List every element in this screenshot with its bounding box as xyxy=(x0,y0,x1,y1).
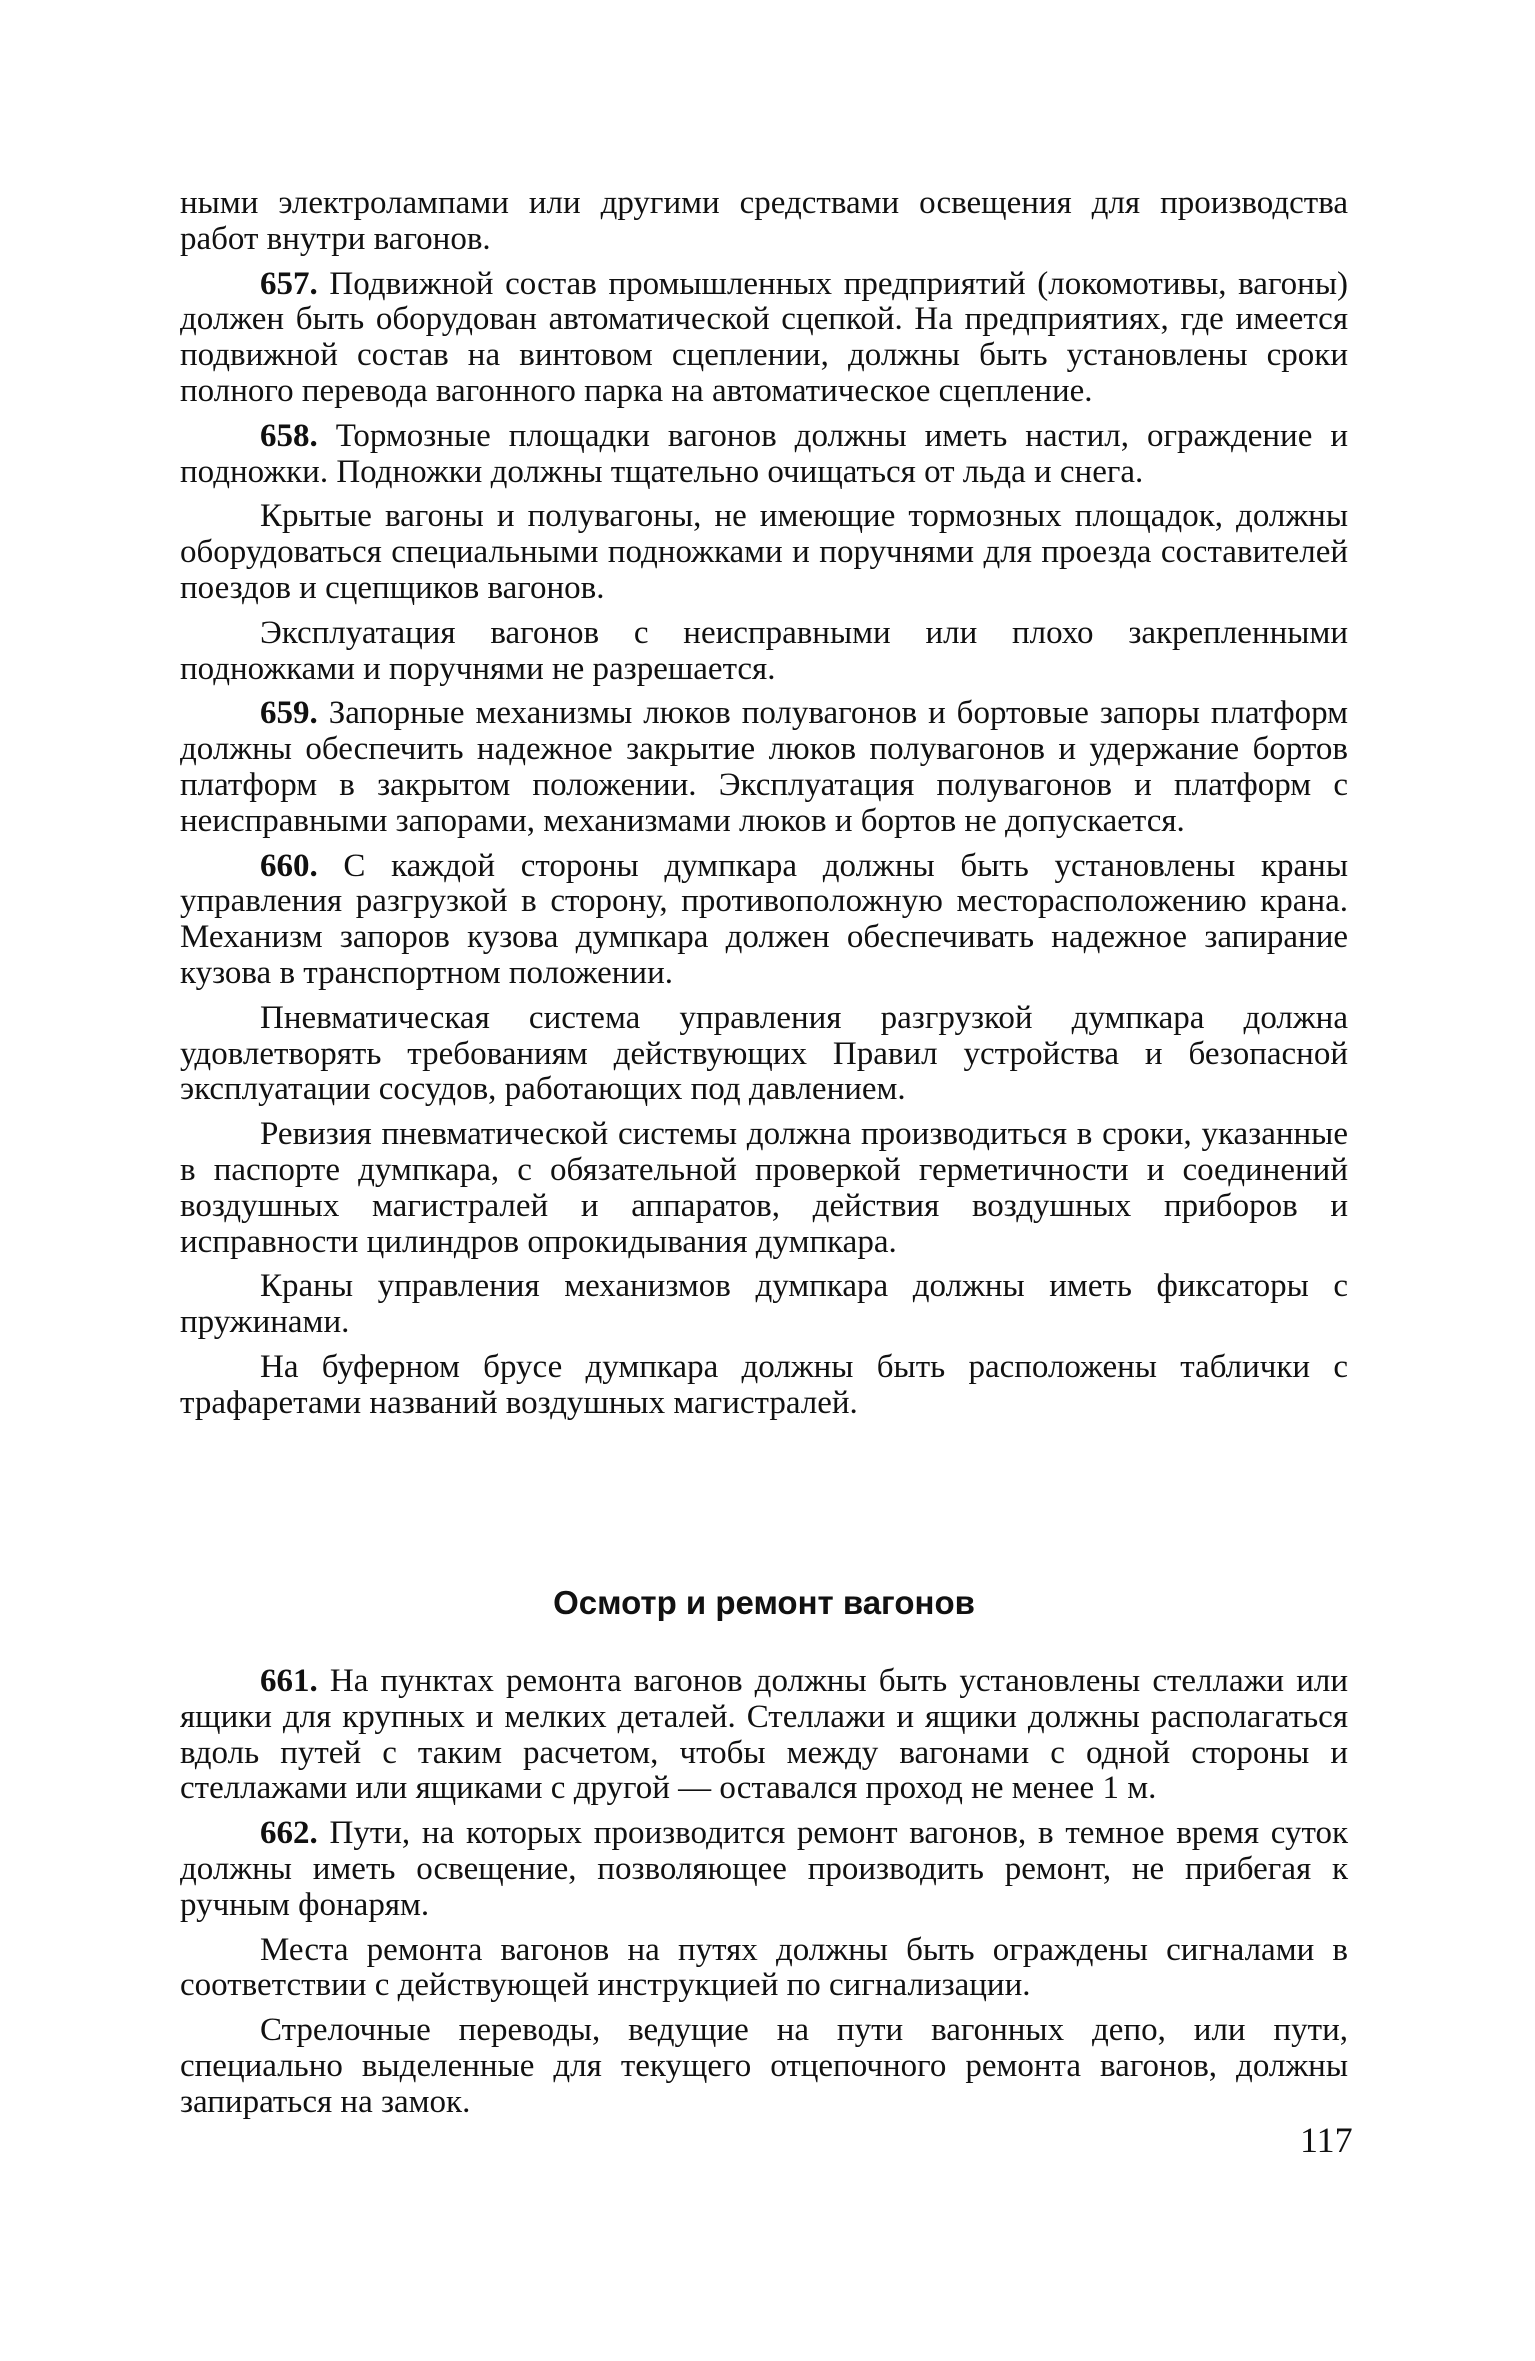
paragraph-text: На пунктах ремонта вагонов должны быть установлены стеллажи или ящики для крупных и мелких деталей. Стеллажи и ящики должны располагаться вдоль путей с таким расчетом, чтобы между вагонами с одной стороны и стеллажами или ящиками с другой — оставался проход не менее 1 м. xyxy=(180,1663,1348,1807)
paragraph-660 xyxy=(180,849,1348,992)
paragraph-662-switches xyxy=(180,2013,1348,2120)
paragraph-text: Крытые вагоны и полувагоны, не имеющие тормозных площадок, должны оборудоваться специальными подножками и поручнями для проезда составителей поездов и сцепщиков вагонов. xyxy=(180,498,1348,606)
paragraph-number: 657. xyxy=(260,265,318,302)
paragraph-text: Пневматическая система управления разгрузкой думпкара должна удовлетворять требованиям действующих Правил устройства и безопасной эксплуатации сосудов, работающих под давлением. xyxy=(180,999,1348,1108)
paragraph-659 xyxy=(180,696,1348,839)
paragraph-text: Запорные механизмы люков полувагонов и бортовые запоры платформ должны обеспечить надежное закрытие люков полувагонов и удержание бортов платформ в закрытом положении. Эксплуатация полувагонов и платформ с неисправными запорами, механизмами люков и бортов не допускается. xyxy=(180,695,1348,839)
paragraph-text: ными электролампами или другими средствами освещения для производства работ внутри вагонов. xyxy=(180,185,1348,257)
paragraph-658-covered-wagons xyxy=(180,499,1348,606)
paragraph-text: Пути, на которых производится ремонт вагонов, в темное время суток должны иметь освещение, позволяющее производить ремонт, не прибегая к ручным фонарям. xyxy=(180,1815,1348,1923)
paragraph-text: Подвижной состав промышленных предприятий (локомотивы, вагоны) должен быть оборудован автоматической сцепкой. На предприятиях, где имеется подвижной состав на винтовом сцеплении, должны быть установлены сроки полного перевода вагонного парка на автоматическое сцепление. xyxy=(180,265,1348,409)
paragraph-text: Места ремонта вагонов на путях должны быть ограждены сигналами в соответствии с действующей инструкцией по сигнализации. xyxy=(180,1931,1348,2004)
paragraph-660-plates xyxy=(180,1350,1348,1422)
page-number: 117 xyxy=(1300,2120,1353,2160)
text-section-upper xyxy=(180,186,1348,1431)
paragraph-text: Ревизия пневматической системы должна производиться в сроки, указанные в паспорте думпкара, с обязательной проверкой герметичности и соединений воздушных магистралей и аппаратов, действия воздушных приборов и исправности цилиндров опрокидывания думпкара. xyxy=(180,1116,1348,1260)
paragraph-660-valves xyxy=(180,1269,1348,1341)
paragraph-number: 658. xyxy=(260,417,318,454)
paragraph-662 xyxy=(180,1816,1348,1923)
paragraph-number: 662. xyxy=(260,1815,318,1852)
paragraph-662-signals xyxy=(180,1933,1348,2005)
text-section-lower xyxy=(180,1664,1348,2130)
paragraph-number: 659. xyxy=(260,695,318,732)
paragraph-text: Стрелочные переводы, ведущие на пути вагонных депо, или пути, специально выделенные для текущего отцепочного ремонта вагонов, должны запираться на замок. xyxy=(180,2012,1348,2120)
paragraph-number: 661. xyxy=(260,1663,318,1699)
paragraph-658 xyxy=(180,419,1348,491)
paragraph-text: С каждой стороны думпкара должны быть установлены краны управления разгрузкой в сторону, противоположную месторасположению крана. Механизм запоров кузова думпкара должен обеспечивать надежное запирание кузова в транспортном положении. xyxy=(180,847,1348,991)
paragraph-660-inspection xyxy=(180,1117,1348,1260)
paragraph-continuation xyxy=(180,186,1348,258)
paragraph-number: 660. xyxy=(260,847,318,884)
paragraph-text: Краны управления механизмов думпкара должны иметь фиксаторы с пружинами. xyxy=(180,1268,1348,1341)
section-heading: Осмотр и ремонт вагонов xyxy=(553,1584,975,1621)
paragraph-text: Эксплуатация вагонов с неисправными или плохо закрепленными подножками и поручнями не разрешается. xyxy=(180,614,1348,687)
paragraph-660-pneumatic xyxy=(180,1001,1348,1108)
paragraph-661 xyxy=(180,1664,1348,1807)
paragraph-658-operation xyxy=(180,616,1348,688)
paragraph-text: На буферном брусе думпкара должны быть расположены таблички с трафаретами названий воздушных магистралей. xyxy=(180,1348,1348,1421)
paragraph-text: Тормозные площадки вагонов должны иметь настил, ограждение и подножки. Подножки должны тщательно очищаться от льда и снега. xyxy=(180,417,1348,490)
paragraph-657 xyxy=(180,267,1348,410)
